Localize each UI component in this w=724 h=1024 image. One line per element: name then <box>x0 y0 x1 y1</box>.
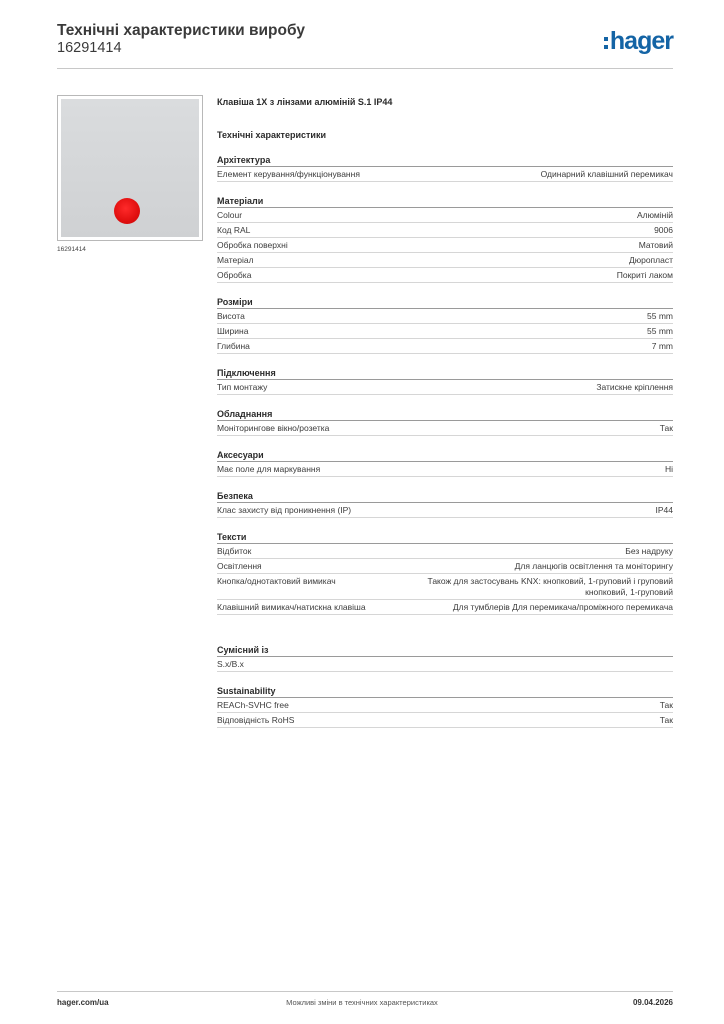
spec-group-title: Сумісний із <box>217 644 673 657</box>
spec-group <box>217 195 673 283</box>
product-image <box>57 95 203 241</box>
spec-value: Алюміній <box>637 209 673 220</box>
header-divider <box>57 68 673 69</box>
spec-group <box>217 154 673 182</box>
spec-label: Обробка <box>217 269 252 280</box>
spec-row <box>217 503 673 518</box>
spec-value: Одинарний клавішний перемикач <box>540 168 673 179</box>
footer-disclaimer: Можливі зміни в технічних характеристиках <box>286 998 438 1007</box>
spec-value: Для тумблерів Для перемикача/проміжного перемикача <box>452 601 673 612</box>
spec-value: Так <box>659 699 673 710</box>
spec-row <box>217 544 673 559</box>
spec-row <box>217 253 673 268</box>
spec-label: Відповідність RoHS <box>217 714 295 725</box>
spec-row <box>217 462 673 477</box>
specifications <box>217 96 673 728</box>
spec-value: Також для застосувань KNX: кнопковий, 1-груповий і груповий кнопковий, 1-груповий <box>427 575 673 597</box>
spec-group <box>217 408 673 436</box>
page-header <box>57 22 673 68</box>
spec-row <box>217 713 673 728</box>
footer-website: hager.com/ua <box>57 998 109 1007</box>
spec-value: 55 mm <box>647 325 673 336</box>
spec-row <box>217 559 673 574</box>
spec-value: 7 mm <box>651 340 673 351</box>
spec-row <box>217 167 673 182</box>
spec-row <box>217 421 673 436</box>
spec-group <box>217 531 673 615</box>
spec-row <box>217 600 673 615</box>
spec-value: IP44 <box>655 504 673 515</box>
spec-value: 55 mm <box>647 310 673 321</box>
spec-row <box>217 223 673 238</box>
spec-row <box>217 268 673 283</box>
logo-mark-icon <box>604 37 608 49</box>
spec-label: Висота <box>217 310 245 321</box>
spec-label: Кнопка/однотактовий вимикач <box>217 575 336 586</box>
spec-value: Дюропласт <box>628 254 673 265</box>
spec-value: 9006 <box>654 224 673 235</box>
spec-group-title: Тексти <box>217 531 673 544</box>
spec-group <box>217 296 673 354</box>
spec-group-title: Аксесуари <box>217 449 673 462</box>
spec-value: Покриті лаком <box>616 269 673 280</box>
specs-heading: Технічні характеристики <box>217 130 326 140</box>
spec-group <box>217 644 673 672</box>
spec-label: Має поле для маркування <box>217 463 321 474</box>
logo-text: hager <box>609 27 673 55</box>
spec-label: S.x/B.x <box>217 658 244 669</box>
spec-label: Глибина <box>217 340 250 351</box>
spec-label: REACh-SVHC free <box>217 699 289 710</box>
spec-groups <box>217 154 673 728</box>
document-number: 16291414 <box>57 40 122 56</box>
spec-label: Тип монтажу <box>217 381 268 392</box>
spec-label: Матеріал <box>217 254 254 265</box>
spec-value: Так <box>659 422 673 433</box>
spec-value: Ні <box>664 463 673 474</box>
spec-group <box>217 685 673 728</box>
spec-row <box>217 324 673 339</box>
spec-group-title: Розміри <box>217 296 673 309</box>
spec-value: Без надруку <box>625 545 673 556</box>
spec-row <box>217 657 673 672</box>
spec-row <box>217 574 673 600</box>
product-name: Клавіша 1X з лінзами алюміній S.1 IP44 <box>217 97 393 107</box>
footer-divider <box>57 991 673 992</box>
document-title: Технічні характеристики виробу <box>57 22 305 39</box>
spec-label: Елемент керування/функціонування <box>217 168 360 179</box>
group-spacer <box>217 615 673 631</box>
spec-label: Клас захисту від проникнення (IP) <box>217 504 352 515</box>
spec-group <box>217 449 673 477</box>
spec-row <box>217 238 673 253</box>
spec-value: Матовий <box>638 239 673 250</box>
spec-group-title: Обладнання <box>217 408 673 421</box>
spec-label: Обробка поверхні <box>217 239 288 250</box>
spec-row <box>217 208 673 223</box>
spec-label: Colour <box>217 209 243 220</box>
spec-group-title: Підключення <box>217 367 673 380</box>
spec-value: Так <box>659 714 673 725</box>
footer-date: 09.04.2026 <box>632 998 673 1007</box>
spec-label: Клавішний вимикач/натискна клавіша <box>217 601 366 612</box>
spec-value: Затискне кріплення <box>596 381 673 392</box>
spec-group-title: Sustainability <box>217 685 673 698</box>
switch-plate <box>61 99 199 237</box>
spec-label: Відбиток <box>217 545 252 556</box>
spec-group-title: Матеріали <box>217 195 673 208</box>
spec-row <box>217 309 673 324</box>
spec-group <box>217 490 673 518</box>
spec-label: Моніторингове вікно/розетка <box>217 422 330 433</box>
spec-label: Код RAL <box>217 224 251 235</box>
image-caption: 16291414 <box>57 246 86 253</box>
spec-label: Ширина <box>217 325 249 336</box>
red-lens-icon <box>114 198 140 224</box>
spec-group-title: Архітектура <box>217 154 673 167</box>
spec-group <box>217 367 673 395</box>
spec-row <box>217 380 673 395</box>
spec-group-title: Безпека <box>217 490 673 503</box>
spec-label: Освітлення <box>217 560 262 571</box>
spec-row <box>217 698 673 713</box>
hager-logo <box>604 28 673 54</box>
spec-row <box>217 339 673 354</box>
spec-value: Для ланцюгів освітлення та моніторингу <box>514 560 673 571</box>
